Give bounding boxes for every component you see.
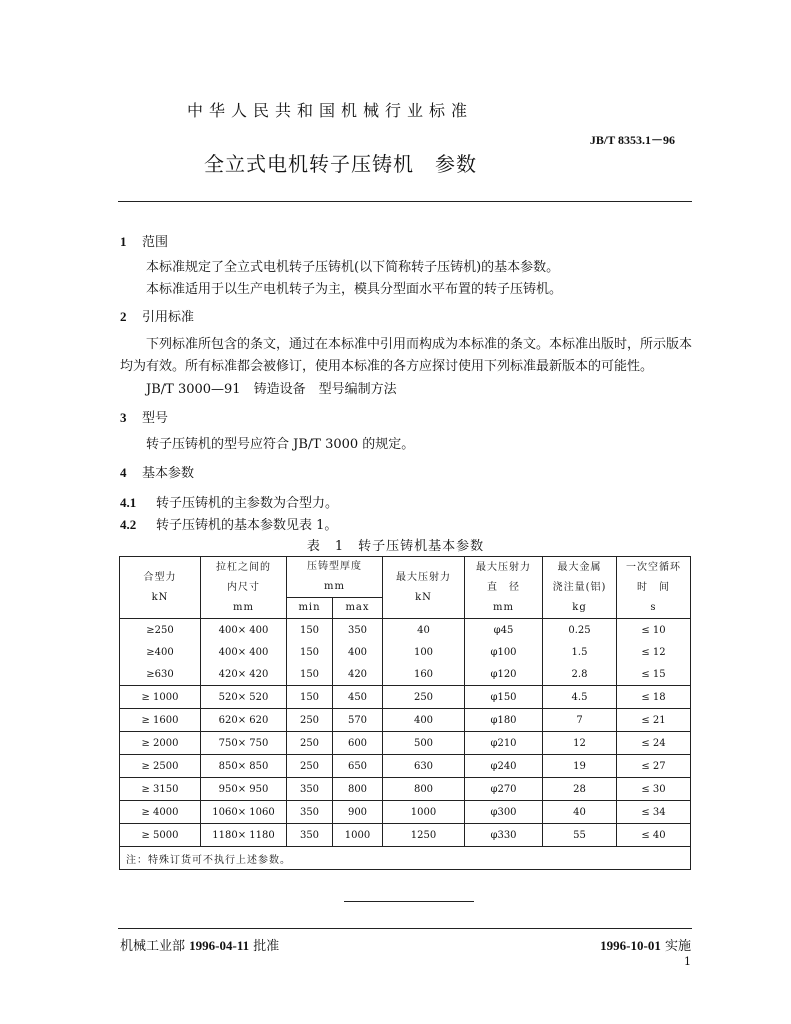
cell-max-shot-weight: 4.5 [543,686,617,709]
cell-max-injection-force: 100 [383,641,465,663]
cell-die-thickness-min: 250 [287,755,333,778]
cell-die-thickness-max: 800 [333,778,383,801]
header-max-injection-force: 最大压射力 kN [383,557,465,619]
cell-clamping-force: ≥ 5000 [120,824,201,847]
cell-clamping-force: ≥ 2500 [120,755,201,778]
cell-max-injection-force: 40 [383,619,465,642]
cell-dry-cycle-time: ≤ 15 [617,663,691,686]
cell-die-thickness-min: 250 [287,709,333,732]
cell-max-injection-force: 800 [383,778,465,801]
cell-max-injection-force: 400 [383,709,465,732]
table-row [120,709,691,732]
section-number: 1 [120,234,127,249]
section-1-para-1: 本标准规定了全立式电机转子压铸机(以下简称转子压铸机)的基本参数。 [146,260,560,275]
table-row [120,686,691,709]
cell-plunger-diameter: φ120 [465,663,543,686]
section-number: 2 [120,309,127,324]
cell-die-thickness-min: 150 [287,686,333,709]
cell-clamping-force: ≥ 2000 [120,732,201,755]
standard-organization: 中华人民共和国机械行业标准 [187,101,474,120]
section-4-heading [120,462,194,481]
cell-max-injection-force: 500 [383,732,465,755]
cell-max-shot-weight: 19 [543,755,617,778]
cell-max-shot-weight: 2.8 [543,663,617,686]
clause-text: 转子压铸机的基本参数见表 1。 [156,518,338,533]
implementation-line [600,935,691,954]
cell-die-thickness-min: 150 [287,641,333,663]
footer-rule [118,928,692,929]
standard-number: JB/T 8353.1－96 [589,133,675,147]
header-max-shot-weight: 最大金属 浇注量(铝) kg [543,557,617,619]
cell-die-thickness-min: 150 [287,663,333,686]
cell-plunger-diameter: φ270 [465,778,543,801]
cell-max-shot-weight: 55 [543,824,617,847]
table-row [120,801,691,824]
cell-tie-bar-spacing: 1060× 1060 [201,801,287,824]
cell-tie-bar-spacing: 850× 850 [201,755,287,778]
cell-clamping-force: ≥630 [120,663,201,686]
header-die-thickness-min: min [287,598,333,619]
cell-tie-bar-spacing: 420× 420 [201,663,287,686]
cell-plunger-diameter: φ330 [465,824,543,847]
approval-label: 批准 [253,939,280,954]
table-row [120,732,691,755]
header-die-thickness-max: max [333,598,383,619]
cell-clamping-force: ≥ 1600 [120,709,201,732]
cell-tie-bar-spacing: 400× 400 [201,619,287,642]
cell-die-thickness-max: 420 [333,663,383,686]
table-row [120,778,691,801]
cell-die-thickness-max: 350 [333,619,383,642]
table-row [120,619,691,642]
cell-dry-cycle-time: ≤ 24 [617,732,691,755]
implementation-label: 实施 [664,939,691,954]
cell-plunger-diameter: φ45 [465,619,543,642]
cell-die-thickness-min: 250 [287,732,333,755]
referenced-standard: JB/T 3000—91 铸造设备 型号编制方法 [146,382,397,397]
cell-die-thickness-min: 350 [287,778,333,801]
cell-die-thickness-max: 400 [333,641,383,663]
clause-number: 4.2 [120,517,137,532]
cell-dry-cycle-time: ≤ 10 [617,619,691,642]
approval-date: 1996-04-11 [189,938,250,953]
cell-max-injection-force: 1000 [383,801,465,824]
cell-max-shot-weight: 7 [543,709,617,732]
section-3-para-1: 转子压铸机的型号应符合 JB/T 3000 的规定。 [146,437,415,452]
cell-die-thickness-max: 450 [333,686,383,709]
cell-clamping-force: ≥250 [120,619,201,642]
cell-tie-bar-spacing: 750× 750 [201,732,287,755]
section-1-heading [120,231,168,250]
cell-max-shot-weight: 1.5 [543,641,617,663]
section-number: 4 [120,465,127,480]
table-row [120,755,691,778]
cell-tie-bar-spacing: 400× 400 [201,641,287,663]
cell-tie-bar-spacing: 1180× 1180 [201,824,287,847]
section-title: 基本参数 [142,466,195,481]
cell-plunger-diameter: φ240 [465,755,543,778]
cell-max-injection-force: 160 [383,663,465,686]
cell-max-injection-force: 1250 [383,824,465,847]
cell-dry-cycle-time: ≤ 12 [617,641,691,663]
cell-tie-bar-spacing: 620× 620 [201,709,287,732]
cell-max-shot-weight: 0.25 [543,619,617,642]
table-caption: 表 1 转子压铸机基本参数 [306,539,485,554]
cell-clamping-force: ≥ 4000 [120,801,201,824]
table-note: 注：特殊订货可不执行上述参数。 [120,847,691,870]
cell-clamping-force: ≥400 [120,641,201,663]
section-title: 型号 [142,411,169,426]
approval-organization: 机械工业部 [120,939,186,954]
cell-die-thickness-max: 600 [333,732,383,755]
clause-4-2 [120,514,337,533]
implementation-date: 1996-10-01 [600,938,661,953]
cell-tie-bar-spacing: 950× 950 [201,778,287,801]
cell-plunger-diameter: φ100 [465,641,543,663]
cell-max-injection-force: 250 [383,686,465,709]
header-rule [118,201,692,202]
cell-max-shot-weight: 40 [543,801,617,824]
cell-clamping-force: ≥ 3150 [120,778,201,801]
header-tie-bar-spacing: 拉杠之间的 内尺寸 mm [201,557,287,619]
cell-dry-cycle-time: ≤ 21 [617,709,691,732]
table-row [120,663,691,686]
header-die-thickness: 压铸型厚度 mm [287,557,383,598]
header-plunger-diameter: 最大压射力 直 径 mm [465,557,543,619]
cell-plunger-diameter: φ210 [465,732,543,755]
page-number: 1 [684,955,691,968]
clause-number: 4.1 [120,495,137,510]
cell-max-shot-weight: 12 [543,732,617,755]
clause-text: 转子压铸机的主参数为合型力。 [156,496,339,511]
cell-max-shot-weight: 28 [543,778,617,801]
cell-clamping-force: ≥ 1000 [120,686,201,709]
section-3-heading [120,407,168,426]
section-title: 范围 [142,235,169,250]
cell-die-thickness-max: 650 [333,755,383,778]
section-title: 引用标准 [142,310,195,325]
document-title: 全立式电机转子压铸机 参数 [204,152,477,176]
cell-die-thickness-min: 350 [287,824,333,847]
cell-dry-cycle-time: ≤ 30 [617,778,691,801]
cell-plunger-diameter: φ150 [465,686,543,709]
parameters-table [119,556,691,870]
cell-tie-bar-spacing: 520× 520 [201,686,287,709]
cell-plunger-diameter: φ300 [465,801,543,824]
table-row [120,641,691,663]
cell-max-injection-force: 630 [383,755,465,778]
section-2-para-1: 下列标准所包含的条文，通过在本标准中引用而构成为本标准的条文。本标准出版时，所示版本均为有效。所有标准都会被修订，使用本标准的各方应探讨使用下列标准最新版本的可能性。 [120,337,693,374]
cell-dry-cycle-time: ≤ 34 [617,801,691,824]
section-1-para-2: 本标准适用于以生产电机转子为主，模具分型面水平布置的转子压铸机。 [146,282,563,297]
header-clamping-force: 合型力 kN [120,557,201,619]
end-rule [344,901,474,902]
cell-die-thickness-min: 150 [287,619,333,642]
cell-die-thickness-max: 1000 [333,824,383,847]
clause-4-1 [120,492,338,511]
section-2-heading [120,306,194,325]
section-number: 3 [120,410,127,425]
cell-plunger-diameter: φ180 [465,709,543,732]
cell-die-thickness-min: 350 [287,801,333,824]
cell-dry-cycle-time: ≤ 40 [617,824,691,847]
cell-dry-cycle-time: ≤ 18 [617,686,691,709]
approval-line [120,935,279,954]
table-row [120,824,691,847]
cell-die-thickness-max: 570 [333,709,383,732]
cell-die-thickness-max: 900 [333,801,383,824]
cell-dry-cycle-time: ≤ 27 [617,755,691,778]
header-dry-cycle-time: 一次空循环 时 间 s [617,557,691,619]
